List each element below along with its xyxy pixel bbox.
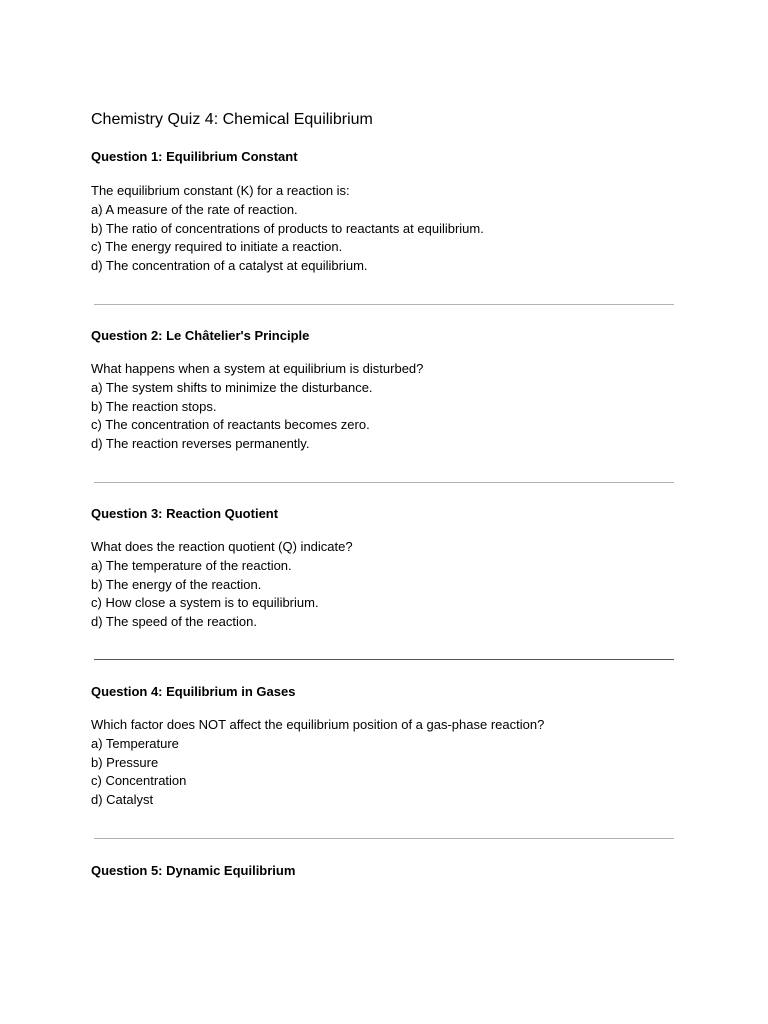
question-2-option-c: c) The concentration of reactants becomes zero. (91, 417, 370, 433)
question-4-option-c: c) Concentration (91, 773, 187, 789)
question-4-option-b: b) Pressure (91, 754, 159, 770)
question-1-prompt: The equilibrium constant (K) for a reaction is: (91, 183, 350, 198)
question-3-prompt: What does the reaction quotient (Q) indicate? (91, 539, 353, 554)
question-1-body (91, 182, 484, 276)
question-2-option-d: d) The reaction reverses permanently. (91, 436, 310, 452)
question-3-option-b: b) The energy of the reaction. (91, 576, 262, 592)
question-1-option-a: a) A measure of the rate of reaction. (91, 201, 298, 217)
question-2-heading: Question 2: Le Châtelier's Principle (91, 328, 310, 343)
question-1-heading: Question 1: Equilibrium Constant (91, 149, 298, 164)
divider-1 (94, 304, 674, 305)
question-2-option-a: a) The system shifts to minimize the disturbance. (91, 379, 373, 395)
question-4-option-a: a) Temperature (91, 735, 179, 751)
divider-2 (94, 482, 674, 483)
question-4-prompt: Which factor does NOT affect the equilibrium position of a gas-phase reaction? (91, 717, 545, 732)
divider-4 (94, 838, 674, 839)
question-1-option-b: b) The ratio of concentrations of products to reactants at equilibrium. (91, 220, 484, 236)
question-5-heading: Question 5: Dynamic Equilibrium (91, 863, 296, 878)
question-3-body (91, 538, 353, 632)
page-title: Chemistry Quiz 4: Chemical Equilibrium (91, 111, 373, 128)
question-4-heading: Question 4: Equilibrium in Gases (91, 684, 296, 699)
question-3-option-d: d) The speed of the reaction. (91, 614, 257, 630)
question-1-option-c: c) The energy required to initiate a reaction. (91, 239, 343, 255)
divider-3 (94, 659, 674, 660)
question-4-body (91, 716, 544, 810)
question-3-option-c: c) How close a system is to equilibrium. (91, 595, 319, 611)
question-3-heading: Question 3: Reaction Quotient (91, 506, 279, 521)
question-3-option-a: a) The temperature of the reaction. (91, 557, 292, 573)
question-2-body (91, 360, 423, 454)
question-4-option-d: d) Catalyst (91, 792, 154, 808)
question-2-option-b: b) The reaction stops. (91, 398, 217, 414)
question-2-prompt: What happens when a system at equilibrium is disturbed? (91, 361, 424, 376)
question-1-option-d: d) The concentration of a catalyst at equilibrium. (91, 258, 368, 274)
